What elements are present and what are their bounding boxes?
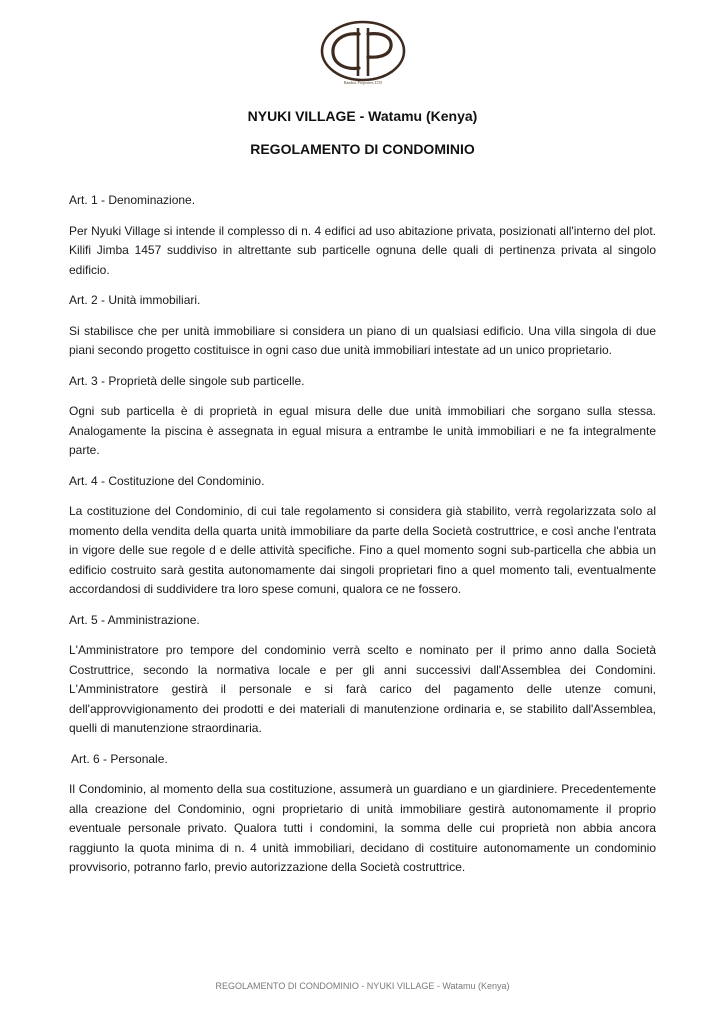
document-subtitle: REGOLAMENTO DI CONDOMINIO (250, 141, 475, 157)
article-3 (69, 372, 656, 461)
document-title: NYUKI VILLAGE - Watamu (Kenya) (247, 108, 478, 124)
article-body: La costituzione del Condominio, di cui tale regolamento si considera già stabilito, verrà regolarizzata solo al momento della vendita della quarta unità immobiliare da parte della Società costruttrice, e così anche l'entrata in vigore delle sue regole d e delle attività specifiche. Fino a quel momento sogni sub-particella che abbia un edificio costruito sarà gestita autonomamente dai singoli proprietari fino a quel momento tali, eventualmente accordandosi di suddividere tra loro spese comuni, qualora ce ne fossero. (69, 504, 656, 596)
article-body: Per Nyuki Village si intende il complesso di n. 4 edifici ad uso abitazione privata, posizionati all'interno del plot. Kilifi Jimba 1457 suddiviso in altrettante sub particelle ognuna delle quali di pertinenza privata al singolo edificio. (69, 223, 656, 277)
article-body: L'Amministratore pro tempore del condominio verrà scelto e nominato per il primo anno dalla Società Costruttrice, secondo la normativa locale e per gli anni successivi dall'Assemblea dei Condomini. L'Amministratore gestirà il personale e si farà carico del pagamento delle utenze comuni, dell'approvvigionamento dei prodotti e dei materiali di manutenzione ordinaria e, se stabilito dall'Assemblea, quelli di manutenzione straordinaria. (69, 643, 656, 735)
page-footer: REGOLAMENTO DI CONDOMINIO - NYUKI VILLAGE - Watamu (Kenya) (215, 981, 510, 991)
logo-caption: Bandini Properties LTD (343, 80, 383, 85)
article-heading: Art. 5 - Amministrazione. (69, 612, 200, 627)
article-body: Ogni sub particella è di proprietà in egual misura delle due unità immobiliari che sorgano sulla stessa. Analogamente la piscina è assegnata in egual misura a entrambe le unità immobiliari e ne fa integralmente parte. (69, 404, 656, 457)
article-2 (69, 291, 656, 361)
article-6 (69, 750, 656, 878)
article-body: Il Condominio, al momento della sua costituzione, assumerà un guardiano e un giardiniere. Precedentemente alla creazione del Condominio, ogni proprietario di unità immobiliare gestirà autonomamente il proprio eventuale personale privato. Qualora tutti i condomini, la somma delle cui proprietà non abbia ancora raggiunto la quota minima di n. 4 unità immobiliari, decidano di costituire autonomamente un condominio provvisorio, potranno farlo, previo autorizzazione della Società costruttrice. (69, 782, 656, 874)
article-1 (69, 191, 656, 280)
article-heading: Art. 2 - Unità immobiliari. (69, 293, 201, 307)
article-body: Si stabilisce che per unità immobiliare si considera un piano di un qualsiasi edificio. Una villa singola di due piani secondo progetto costituisce in ogni caso due unità immobiliari intestate ad un unico proprietario. (69, 323, 656, 357)
article-heading: Art. 3 - Proprietà delle singole sub particelle. (69, 373, 305, 388)
article-5 (69, 611, 656, 739)
article-heading: Art. 6 - Personale. (71, 751, 168, 766)
document-body (69, 191, 656, 889)
article-heading: Art. 1 - Denominazione. (69, 193, 196, 207)
article-heading: Art. 4 - Costituzione del Condominio. (69, 473, 265, 488)
article-4 (69, 472, 656, 600)
